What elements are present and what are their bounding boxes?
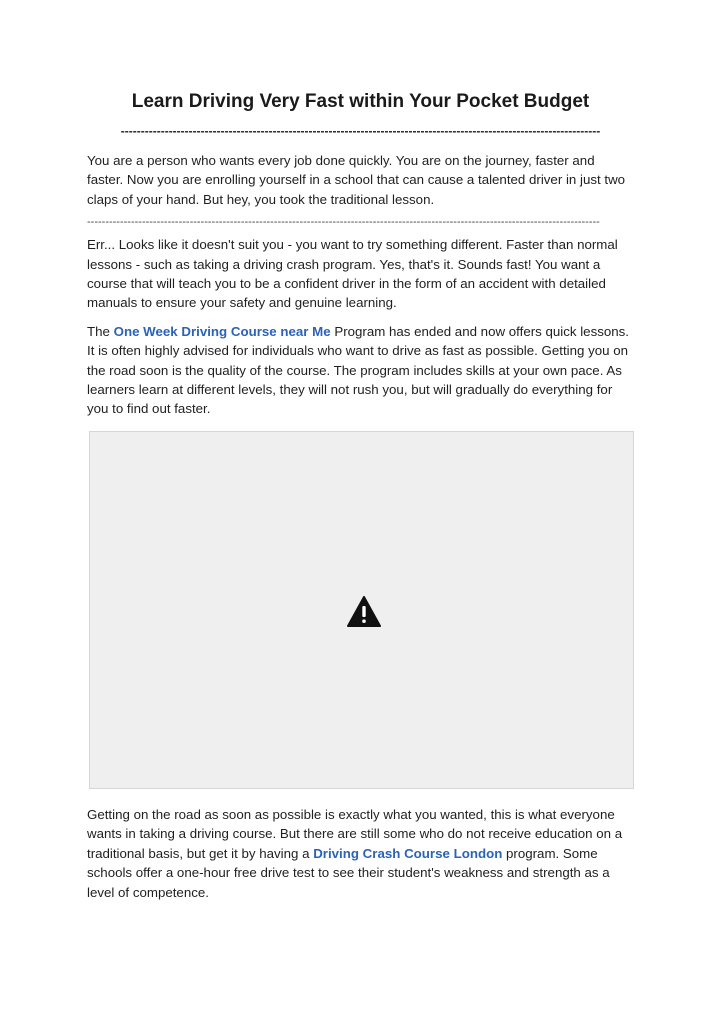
one-week-course-link[interactable]: One Week Driving Course near Me bbox=[113, 323, 331, 339]
paragraph-intro: You are a person who wants every job done quickly. You are on the journey, faster and faster. Now you are enrolling yourself in a school that can cause a talented driver in just two claps of your hand. But hey, you took the traditional lesson. bbox=[87, 153, 626, 207]
paragraph-text: program. Some schools offer a one-hour free drive test to see their student's weakness and strength as a level of competence. bbox=[87, 845, 610, 900]
broken-image-placeholder bbox=[89, 431, 634, 789]
paragraph-one-week-course bbox=[87, 322, 634, 419]
paragraph-crash-course-london bbox=[87, 805, 634, 902]
paragraph-text: Getting on the road as soon as possible is exactly what you wanted, this is what everyone wants in taking a driving course. But there are still some who do not receive education on a traditional basis, but get it by having a bbox=[87, 806, 623, 861]
paragraph-crash-program: Err... Looks like it doesn't suit you - you want to try something different. Faster than normal lessons - such as taking a driving crash program. Yes, that's it. Sounds fast! You want a course that will teach you to be a confident driver in the form of an accident with detailed manuals to ensure your safety and genuine learning. bbox=[87, 237, 618, 311]
title-divider: ------------------------------------------------------------------------------------------------------------------------ bbox=[120, 124, 601, 138]
page-title: Learn Driving Very Fast within Your Pocket Budget bbox=[131, 91, 590, 112]
crash-course-london-link[interactable]: Driving Crash Course London bbox=[313, 845, 503, 861]
paragraph-text: The bbox=[87, 323, 114, 339]
section-divider: -------------------------------------------------------------------------------------------------------------------------------------------- bbox=[87, 216, 600, 229]
paragraph-text: Program has ended and now offers quick lessons. It is often highly advised for individuals who want to drive as fast as possible. Getting you on the road soon is the quality of the course. The program includes skills at your own pace. As learners learn at different levels, they will not rush you, but will gradually do everything for you to find out faster. bbox=[87, 323, 629, 417]
warning-icon bbox=[347, 596, 381, 628]
